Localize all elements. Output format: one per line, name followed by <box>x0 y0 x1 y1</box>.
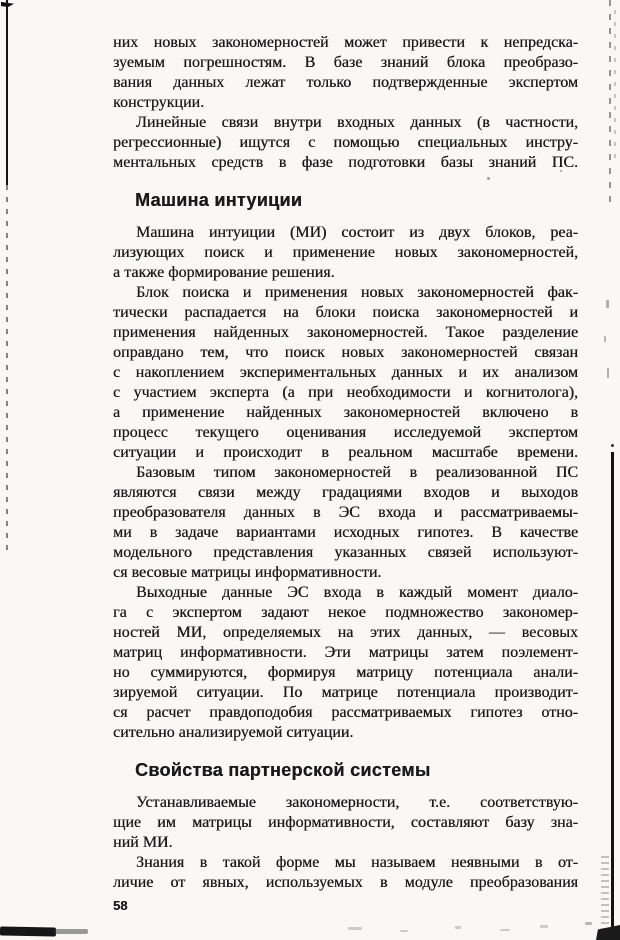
scan-artifact-faint-mark <box>400 930 408 932</box>
text-line: процесс текущего оценивания исследуемой экспертом <box>113 424 578 441</box>
text-line: но суммируются, формируя матрицу потенциала анали- <box>113 664 578 681</box>
text-line: щие им матрицы информативности, составляют базу зна- <box>113 814 578 831</box>
text-line: а применение найденных закономерностей включено в <box>113 404 578 421</box>
scan-artifact-binding-line-solid <box>6 0 8 185</box>
paragraph <box>113 793 578 853</box>
text-line: сительно анализируемой ситуации. <box>113 724 354 741</box>
text-line: применения найденных закономерностей. Такое разделение <box>113 324 578 341</box>
text-line: а также формирование решения. <box>113 264 335 281</box>
text-line: ся весовые матрицы информативности. <box>113 564 382 581</box>
scan-artifact-faint-mark <box>500 929 510 931</box>
text-line: Устанавливаемые закономерности, т.е. соответствую- <box>136 794 578 811</box>
section-heading: Машина интуиции <box>135 190 303 210</box>
scan-artifact-right-tick <box>606 300 609 308</box>
text-line: зируемой ситуации. По матрице потенциала производит- <box>113 684 578 701</box>
scan-artifact-right-tick <box>607 368 609 378</box>
text-line: ностей МИ, определяемых на этих данных, — весовых <box>113 624 578 641</box>
scan-artifact-top-left-mark <box>1 1 14 7</box>
text-line: Выходные данные ЭС входа в каждый момент диало- <box>136 584 578 601</box>
paragraph <box>113 853 578 893</box>
text-line: ний МИ. <box>113 834 173 851</box>
text-line: преобразователя данных в ЭС входа и рассматриваемы- <box>113 504 578 521</box>
text-line: модельного представления указанных связей используют- <box>113 544 578 561</box>
text-line: Знания в такой форме мы называем неявными в от- <box>136 854 578 871</box>
text-line: ментальных средств в фазе подготовки базы знаний ПС. <box>113 154 578 171</box>
text-line: с участием эксперта (а при необходимости и когнитолога), <box>113 384 578 401</box>
text-line: вания данных лежат только подтвержденные экспертом <box>113 74 578 91</box>
text-line: Машина интуиции (МИ) состоит из двух блоков, реа- <box>136 224 578 241</box>
text-line: матриц информативности. Эти матрицы затем поэлемент- <box>113 644 578 661</box>
text-line: оправдано тем, что поиск новых закономерностей связан <box>113 344 578 361</box>
text-line: тически распадается на блоки поиска закономерностей и <box>113 304 578 321</box>
scan-artifact-bottom-left-smudge-tail <box>54 929 88 934</box>
scan-artifact-faint-mark <box>585 922 592 925</box>
scan-artifact-right-tick <box>604 336 606 342</box>
paragraph <box>113 583 578 743</box>
text-line: Базовым типом закономерностей в реализованной ПС <box>136 464 578 481</box>
text-line: Блок поиска и применения новых закономерностей фак- <box>136 284 578 301</box>
scan-artifact-binding-line-dashed <box>6 185 8 557</box>
scan-artifact-bottom-right-blob <box>596 925 620 940</box>
paragraph <box>113 113 578 173</box>
scan-artifact-faint-mark <box>540 925 548 928</box>
scan-artifact-faint-mark <box>348 927 362 930</box>
text-line: зуемым погрешностям. В базе знаний блока преобразо- <box>113 54 578 71</box>
scan-artifact-page-edge-line <box>611 452 614 940</box>
scan-artifact-bottom-left-smudge <box>0 927 56 937</box>
paragraph <box>113 283 578 463</box>
page-number: 58 <box>113 898 128 913</box>
text-line: ситуации и происходит в реальном масштабе времени. <box>113 444 578 461</box>
scan-artifact-right-edge-texture <box>601 856 609 938</box>
scan-artifact-faint-mark <box>455 926 461 929</box>
scan-artifact-right-edge-dashes-faint <box>614 10 616 160</box>
text-line: га с экспертом задают некое подмножество закономер- <box>113 604 578 621</box>
scan-artifact-right-dot <box>611 444 614 447</box>
text-line: ся расчет правдоподобия рассматриваемых гипотез отно- <box>113 704 578 721</box>
text-line: с накоплением экспериментальных данных и их анализом <box>113 364 578 381</box>
paragraph <box>113 33 578 113</box>
text-line: личие от явных, используемых в модуле преобразования <box>113 874 578 891</box>
text-column <box>113 33 578 913</box>
text-line: ми в задаче вариантами исходных гипотез. В качестве <box>113 524 578 541</box>
text-line: конструкции. <box>113 94 205 111</box>
section-heading: Свойства партнерской системы <box>135 760 431 780</box>
scan-artifact-right-edge-dashes <box>609 0 611 208</box>
text-line: лизующих поиск и применение новых закономерностей, <box>113 244 578 261</box>
paragraph <box>113 463 578 583</box>
text-line: них новых закономерностей может привести к непредска- <box>113 34 578 51</box>
paragraph <box>113 223 578 283</box>
text-line: являются связи между градациями входов и выходов <box>113 484 578 501</box>
text-line: Линейные связи внутри входных данных (в частности, <box>136 114 578 131</box>
text-line: регрессионные) ищутся с помощью специальных инстру- <box>113 134 578 151</box>
